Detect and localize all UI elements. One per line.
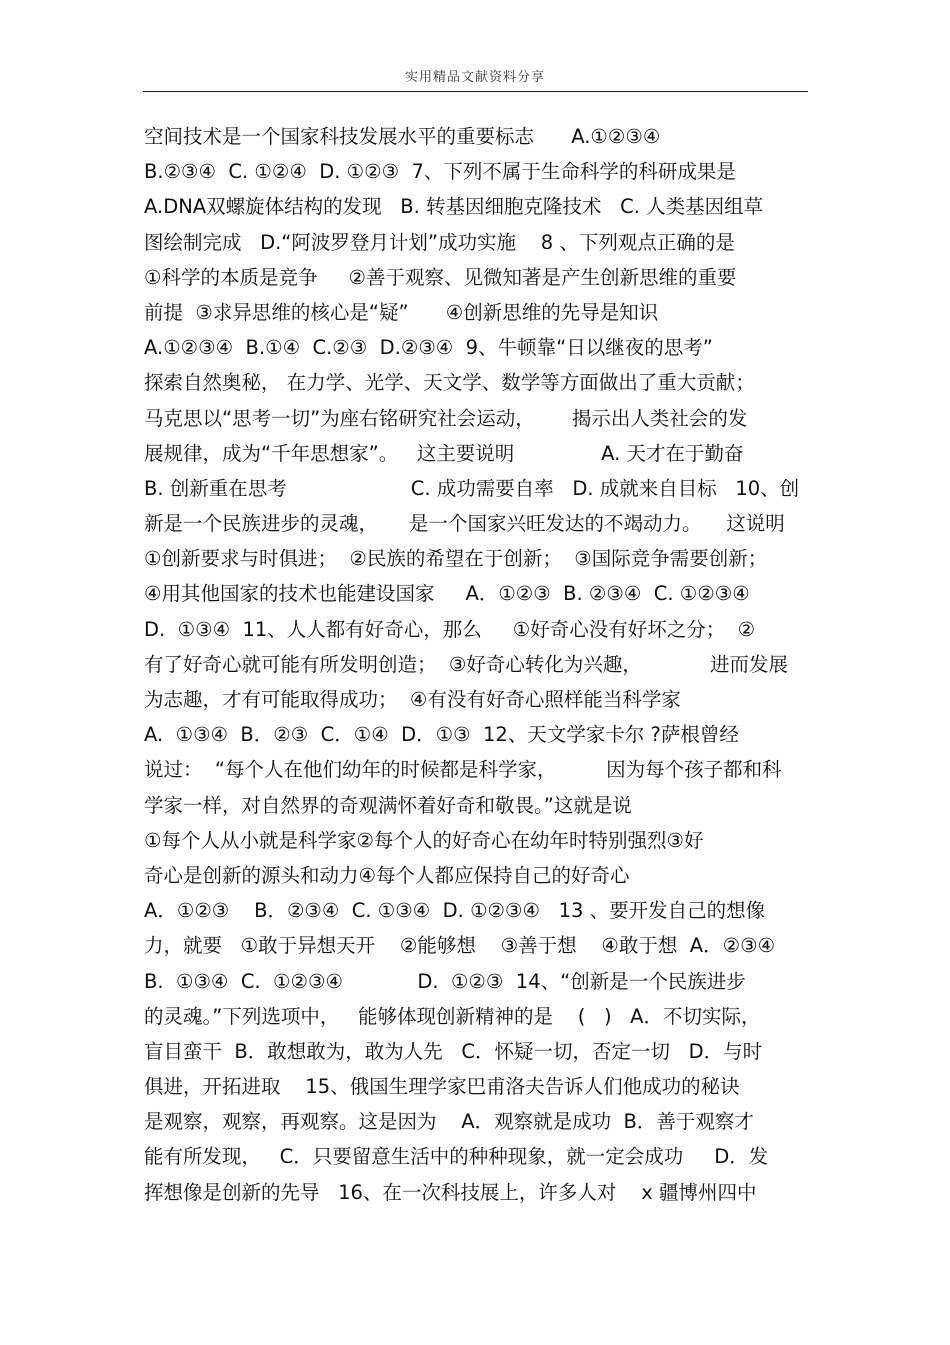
text-line-7: A.①②③④ B.①④ C.②③ D.②③④ 9、牛顿靠“日以继夜的思考”	[144, 336, 713, 360]
text-line-24: 力，就要 ①敢于异想天开 ②能够想 ③善于想 ④敢于想 A．②③④	[144, 934, 776, 958]
text-line-8: 探索自然奥秘， 在力学、光学、天文学、数学等方面做出了重大贡献；	[144, 371, 755, 395]
text-line-30: 能有所发现， C．只要留意生活中的种种现象，就一定会成功 D．发	[144, 1145, 769, 1169]
text-line-11: B. 创新重在思考 C. 成功需要自率 D. 成就来自目标 10、创	[144, 476, 800, 500]
text-line-21: ①每个人从小就是科学家②每个人的好奇心在幼年时特别强烈③好	[144, 828, 704, 852]
text-line-27: 盲目蛮干 B．敢想敢为，敢为人先 C．怀疑一切，否定一切 D．与时	[144, 1039, 763, 1063]
text-line-10: 展规律，成为“千年思想家”。 这主要说明 A. 天才在于勤奋	[144, 441, 744, 465]
text-line-3: A.DNA双螺旋体结构的发现 B. 转基因细胞克隆技术 C. 人类基因组草	[144, 195, 764, 219]
header-divider	[143, 91, 808, 92]
text-line-12: 新是一个民族进步的灵魂， 是一个国家兴旺发达的不竭动力。 这说明	[144, 512, 785, 536]
text-line-29: 是观察，观察，再观察。这是因为 A．观察就是成功 B．善于观察才	[144, 1110, 754, 1134]
text-line-28: 俱进，开拓进取 15、俄国生理学家巴甫洛夫告诉人们他成功的秘诀	[144, 1075, 740, 1099]
document-body	[144, 119, 824, 1210]
text-line-23: A．①②③ B．②③④ C. ①③④ D. ①②③④ 13 、要开发自己的想像	[144, 899, 766, 923]
text-line-5: ①科学的本质是竞争 ②善于观察、见微知著是产生创新思维的重要	[144, 265, 737, 289]
text-line-13: ①创新要求与时俱进； ②民族的希望在于创新； ③国际竞争需要创新；	[144, 547, 768, 571]
text-line-17: 为志趣，才有可能取得成功； ④有没有好奇心照样能当科学家	[144, 688, 681, 711]
text-line-15: D. ①③④ 11、人人都有好奇心，那么 ①好奇心没有好坏之分； ②	[144, 617, 756, 641]
text-line-1: 空间技术是一个国家科技发展水平的重要标志 A.①②③④	[144, 125, 661, 148]
text-line-16: 有了好奇心就可能有所发明创造； ③好奇心转化为兴趣， 进而发展	[144, 652, 789, 676]
text-line-22: 奇心是创新的源头和动力④每个人都应保持自己的好奇心	[144, 863, 630, 887]
text-line-6: 前提 ③求异思维的核心是“疑” ④创新思维的先导是知识	[144, 300, 659, 324]
text-line-2: B.②③④ C. ①②④ D. ①②③ 7、下列不属于生命科学的科研成果是	[144, 160, 736, 184]
text-line-26: 的灵魂。”下列选项中， 能够体现创新精神的是 ( ) A．不切实际，	[144, 1004, 761, 1028]
page-header: 实用精品文献资料分享	[404, 70, 545, 85]
text-line-31: 挥想像是创新的先导 16、在一次科技展上，许多人对 x 疆博州四中	[144, 1180, 757, 1204]
text-line-25: B. ①③④ C. ①②③④ D. ①②③ 14、“创新是一个民族进步	[144, 969, 746, 993]
text-line-4: 图绘制完成 D.“阿波罗登月计划”成功实施 8 、下列观点正确的是	[144, 230, 735, 254]
text-line-20: 学家一样，对自然界的奇观满怀着好奇和敬畏。”这就是说	[144, 793, 632, 817]
text-line-9: 马克思以“思考一切”为座右铭研究社会运动， 揭示出人类社会的发	[144, 406, 748, 430]
text-line-19: 说过： “每个人在他们幼年的时候都是科学家， 因为每个孩子都和科	[144, 758, 782, 782]
text-line-18: A. ①③④ B．②③ C．①④ D．①③ 12、天文学家卡尔 ?萨根曾经	[144, 723, 739, 747]
text-line-14: ④用其他国家的技术也能建设国家 A．①②③ B. ②③④ C. ①②③④	[144, 582, 750, 606]
